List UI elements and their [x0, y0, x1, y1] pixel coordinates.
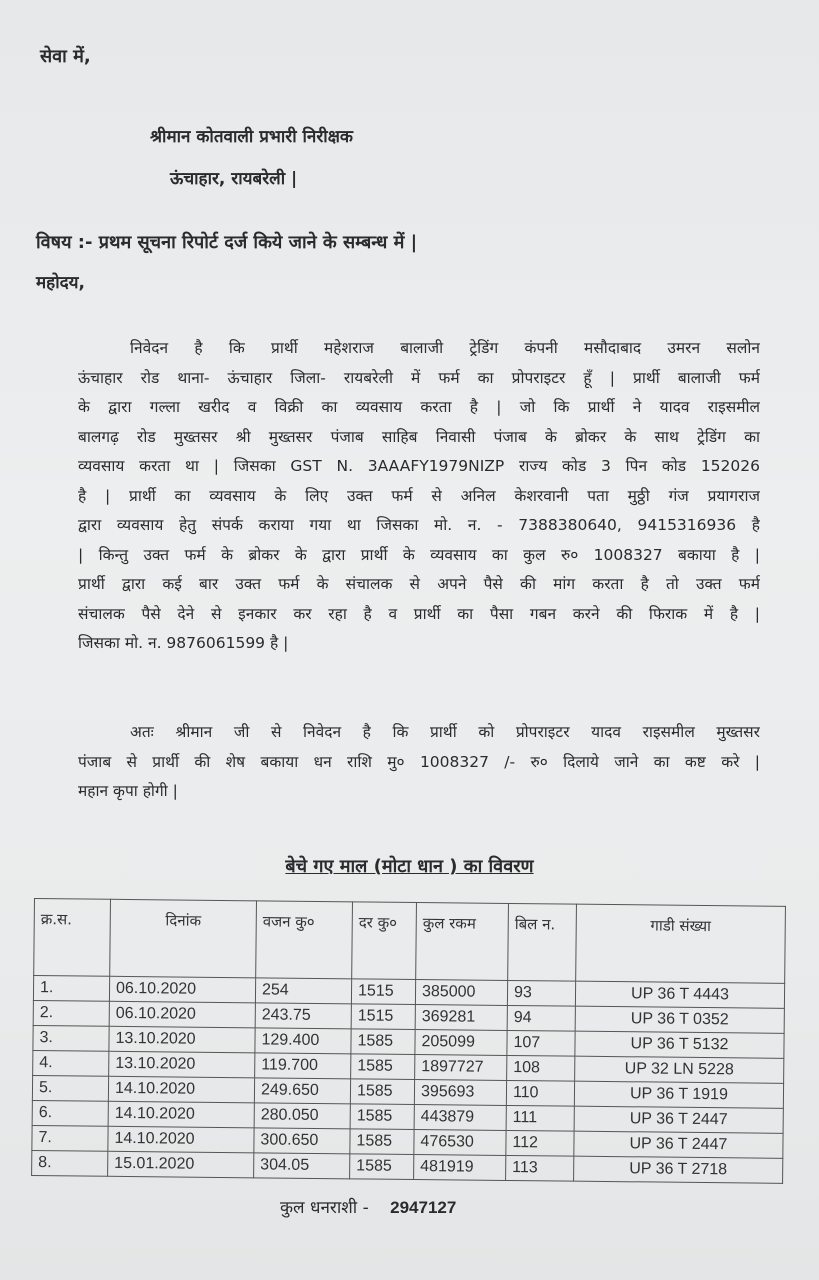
cell-bill: 93 [507, 980, 575, 1006]
cell-serial: 7. [32, 1125, 108, 1151]
cell-bill: 94 [507, 1005, 575, 1031]
cell-serial: 8. [32, 1150, 108, 1176]
cell-weight: 249.650 [254, 1078, 350, 1104]
paragraph-line: जिसका मो. न. 9876061599 है | [78, 634, 289, 652]
cell-weight: 280.050 [254, 1103, 350, 1129]
paragraph-line: व्यवसाय करता था | जिसका GST N. 3AAAFY1979NIZP राज्य कोड 3 पिन कोड 152026 [78, 457, 760, 475]
cell-date: 13.10.2020 [109, 1026, 255, 1053]
cell-weight: 304.05 [254, 1153, 350, 1179]
cell-weight: 129.400 [255, 1028, 351, 1054]
cell-amount: 385000 [415, 980, 507, 1006]
paragraph-line: द्वारा व्यवसाय हेतु संपर्क कराया गया था जिसका मो. न. - 7388380640, 9415316936 है [78, 516, 760, 534]
paragraph-line: है | प्रार्थी का व्यवसाय के लिए उक्त फर्म से अनिल केशरवानी पता मुठ्ठी गंज प्रयागराज [78, 486, 760, 505]
cell-rate: 1515 [351, 1004, 415, 1030]
cell-amount: 481919 [414, 1154, 506, 1180]
header-serial: क्र.स. [34, 899, 111, 977]
paragraph-line: निवेदन है कि प्रार्थी महेशराज बालाजी ट्रेडिंग कंपनी मसौदाबाद उमरन सलोन [130, 339, 760, 357]
cell-bill: 108 [507, 1055, 575, 1081]
cell-amount: 205099 [415, 1029, 507, 1055]
cell-weight: 119.700 [255, 1053, 351, 1079]
cell-vehicle: UP 36 T 1919 [574, 1081, 783, 1108]
cell-amount: 476530 [414, 1129, 506, 1155]
cell-rate: 1585 [350, 1104, 414, 1130]
grand-total [280, 1195, 456, 1218]
cell-date: 06.10.2020 [109, 1001, 255, 1028]
paragraph-line: अतः श्रीमान जी से निवेदन है कि प्रार्थी को प्रोपराइटर यादव राइसमील मुख्तसर [130, 723, 760, 741]
paragraph-line: बालगढ़ रोड मुख्तसर श्री मुख्तसर पंजाब साहिब निवासी पंजाब के ब्रोकर के साथ ट्रेडिंग का [78, 427, 760, 446]
addressee-line-2: ऊंचाहार, रायबरेली | [170, 169, 298, 189]
cell-rate: 1585 [350, 1154, 414, 1180]
header-total-amount: कुल रकम [416, 903, 509, 981]
cell-vehicle: UP 36 T 2447 [574, 1131, 783, 1158]
salutation: सेवा में, [40, 46, 91, 67]
total-label: कुल धनराशी - [280, 1198, 369, 1218]
paragraph-line: पंजाब से प्रार्थी की शेष बकाया धन राशि मु० 1008327 /- रु० दिलाये जाने का कष्ट करे | [78, 752, 760, 771]
cell-serial: 6. [32, 1100, 108, 1126]
header-date: दिनांक [110, 899, 257, 978]
cell-date: 15.01.2020 [108, 1151, 254, 1178]
cell-amount: 1897727 [415, 1054, 507, 1080]
cell-serial: 4. [33, 1050, 109, 1076]
cell-vehicle: UP 36 T 2718 [574, 1156, 783, 1183]
cell-vehicle: UP 36 T 0352 [575, 1006, 784, 1033]
table-title: बेचे गए माल (मोटा धान ) का विवरण [285, 856, 534, 877]
cell-date: 14.10.2020 [108, 1076, 254, 1103]
cell-serial: 2. [33, 1000, 109, 1026]
cell-rate: 1585 [351, 1029, 415, 1055]
cell-bill: 113 [506, 1155, 574, 1181]
paragraph-line: के द्वारा गल्ला खरीद व विक्री का व्यवसाय करता है | जो कि प्रार्थी ने यादव राइसमील [78, 398, 760, 416]
cell-vehicle: UP 32 LN 5228 [575, 1056, 784, 1083]
table-header-row [34, 899, 786, 984]
header-vehicle-no: गाडी संख्या [576, 904, 786, 983]
cell-weight: 243.75 [255, 1003, 351, 1029]
cell-vehicle: UP 36 T 4443 [575, 981, 784, 1008]
cell-serial: 3. [33, 1025, 109, 1051]
header-rate: दर कु० [352, 902, 417, 980]
cell-bill: 111 [506, 1105, 574, 1131]
header-bill-no: बिल न. [508, 903, 577, 981]
cell-bill: 110 [506, 1080, 574, 1106]
sales-table [31, 898, 786, 1184]
cell-serial: 5. [32, 1075, 108, 1101]
paragraph-line: संचालक पैसे देने से इनकार कर रहा है व प्रार्थी का पैसा गबन करने की फिराक में है | [78, 604, 760, 623]
cell-date: 14.10.2020 [108, 1126, 254, 1153]
body-paragraph-1 [78, 334, 760, 659]
cell-amount: 369281 [415, 1004, 507, 1030]
paragraph-line: ऊंचाहार रोड थाना- ऊंचाहार जिला- रायबरेली में फर्म का प्रोपराइटर हूँ | प्रार्थी बालाजी फर्म [78, 368, 760, 387]
cell-rate: 1515 [351, 979, 415, 1005]
cell-vehicle: UP 36 T 2447 [574, 1106, 783, 1133]
cell-date: 14.10.2020 [108, 1101, 254, 1128]
paragraph-line: प्रार्थी द्वारा कई बार उक्त फर्म के संचालक से अपने पैसे की मांग करता है तो उक्त फर्म [78, 575, 760, 593]
cell-date: 06.10.2020 [109, 976, 255, 1003]
cell-weight: 300.650 [254, 1128, 350, 1154]
body-paragraph-2 [78, 718, 760, 807]
cell-vehicle: UP 36 T 5132 [575, 1031, 784, 1058]
cell-amount: 443879 [414, 1104, 506, 1130]
cell-weight: 254 [255, 978, 351, 1004]
cell-rate: 1585 [351, 1054, 415, 1080]
cell-bill: 107 [507, 1030, 575, 1056]
cell-date: 13.10.2020 [109, 1051, 255, 1078]
total-amount: 2947127 [390, 1198, 457, 1217]
cell-bill: 112 [506, 1130, 574, 1156]
paragraph-line: महान कृपा होगी | [78, 782, 178, 800]
greeting: महोदय, [36, 273, 85, 293]
cell-serial: 1. [33, 976, 109, 1002]
cell-rate: 1585 [350, 1079, 414, 1105]
cell-amount: 395693 [414, 1079, 506, 1105]
subject-line: विषय :- प्रथम सूचना रिपोर्ट दर्ज किये जाने के सम्बन्ध में | [36, 232, 418, 253]
header-weight: वजन कु० [256, 901, 353, 979]
paragraph-line: | किन्तु उक्त फर्म के ब्रोकर के द्वारा प्रार्थी के व्यवसाय का कुल रु० 1008327 बकाया है | [78, 545, 760, 564]
addressee-line-1: श्रीमान कोतवाली प्रभारी निरीक्षक [150, 127, 353, 147]
cell-rate: 1585 [350, 1129, 414, 1155]
